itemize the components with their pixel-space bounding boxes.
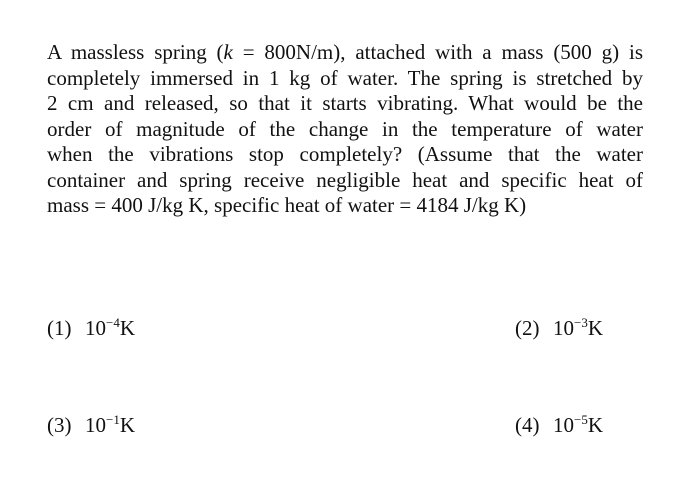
option-4-value	[553, 413, 603, 437]
question-line-5: when the vibrations stop completely? (Assume that the water	[47, 142, 643, 166]
option-1[interactable]	[47, 315, 135, 341]
option-3[interactable]	[47, 412, 135, 438]
option-2-value	[553, 316, 603, 340]
option-3-unit: K	[119, 413, 136, 437]
question-line-6: container and spring receive negligible heat and specific heat of	[47, 167, 643, 192]
option-1-unit: K	[119, 316, 136, 340]
option-4-base: 10	[553, 413, 574, 437]
option-1-number: (1)	[47, 316, 72, 340]
question-line-1-end: = 800N/m), attached with a mass (500 g) is	[232, 40, 644, 64]
option-4-exponent: −5	[574, 412, 588, 427]
option-1-base: 10	[85, 316, 106, 340]
option-2-unit: K	[587, 316, 604, 340]
option-3-exponent: −1	[106, 412, 120, 427]
question-text	[47, 40, 643, 219]
option-3-number: (3)	[47, 413, 72, 437]
question-line-3: 2 cm and released, so that it starts vibrating. What would be the	[47, 91, 643, 115]
option-2-base: 10	[553, 316, 574, 340]
spring-constant-symbol: k	[223, 40, 233, 64]
option-1-exponent: −4	[106, 315, 120, 330]
question-line-1	[47, 40, 643, 66]
option-2[interactable]	[515, 315, 603, 341]
question-line-1-start: A massless spring (	[47, 40, 224, 64]
question-line-4: order of magnitude of the change in the temperature of water	[47, 116, 643, 141]
option-4-number: (4)	[515, 413, 540, 437]
option-1-value	[85, 316, 135, 340]
option-2-number: (2)	[515, 316, 540, 340]
option-2-exponent: −3	[574, 315, 588, 330]
question-line-2: completely immersed in 1 kg of water. The spring is stretched by	[47, 65, 643, 90]
option-3-value	[85, 413, 135, 437]
option-4-unit: K	[587, 413, 604, 437]
option-3-base: 10	[85, 413, 106, 437]
question-line-7: mass = 400 J/kg K, specific heat of water = 4184 J/kg K)	[47, 193, 527, 217]
option-4[interactable]	[515, 412, 603, 438]
